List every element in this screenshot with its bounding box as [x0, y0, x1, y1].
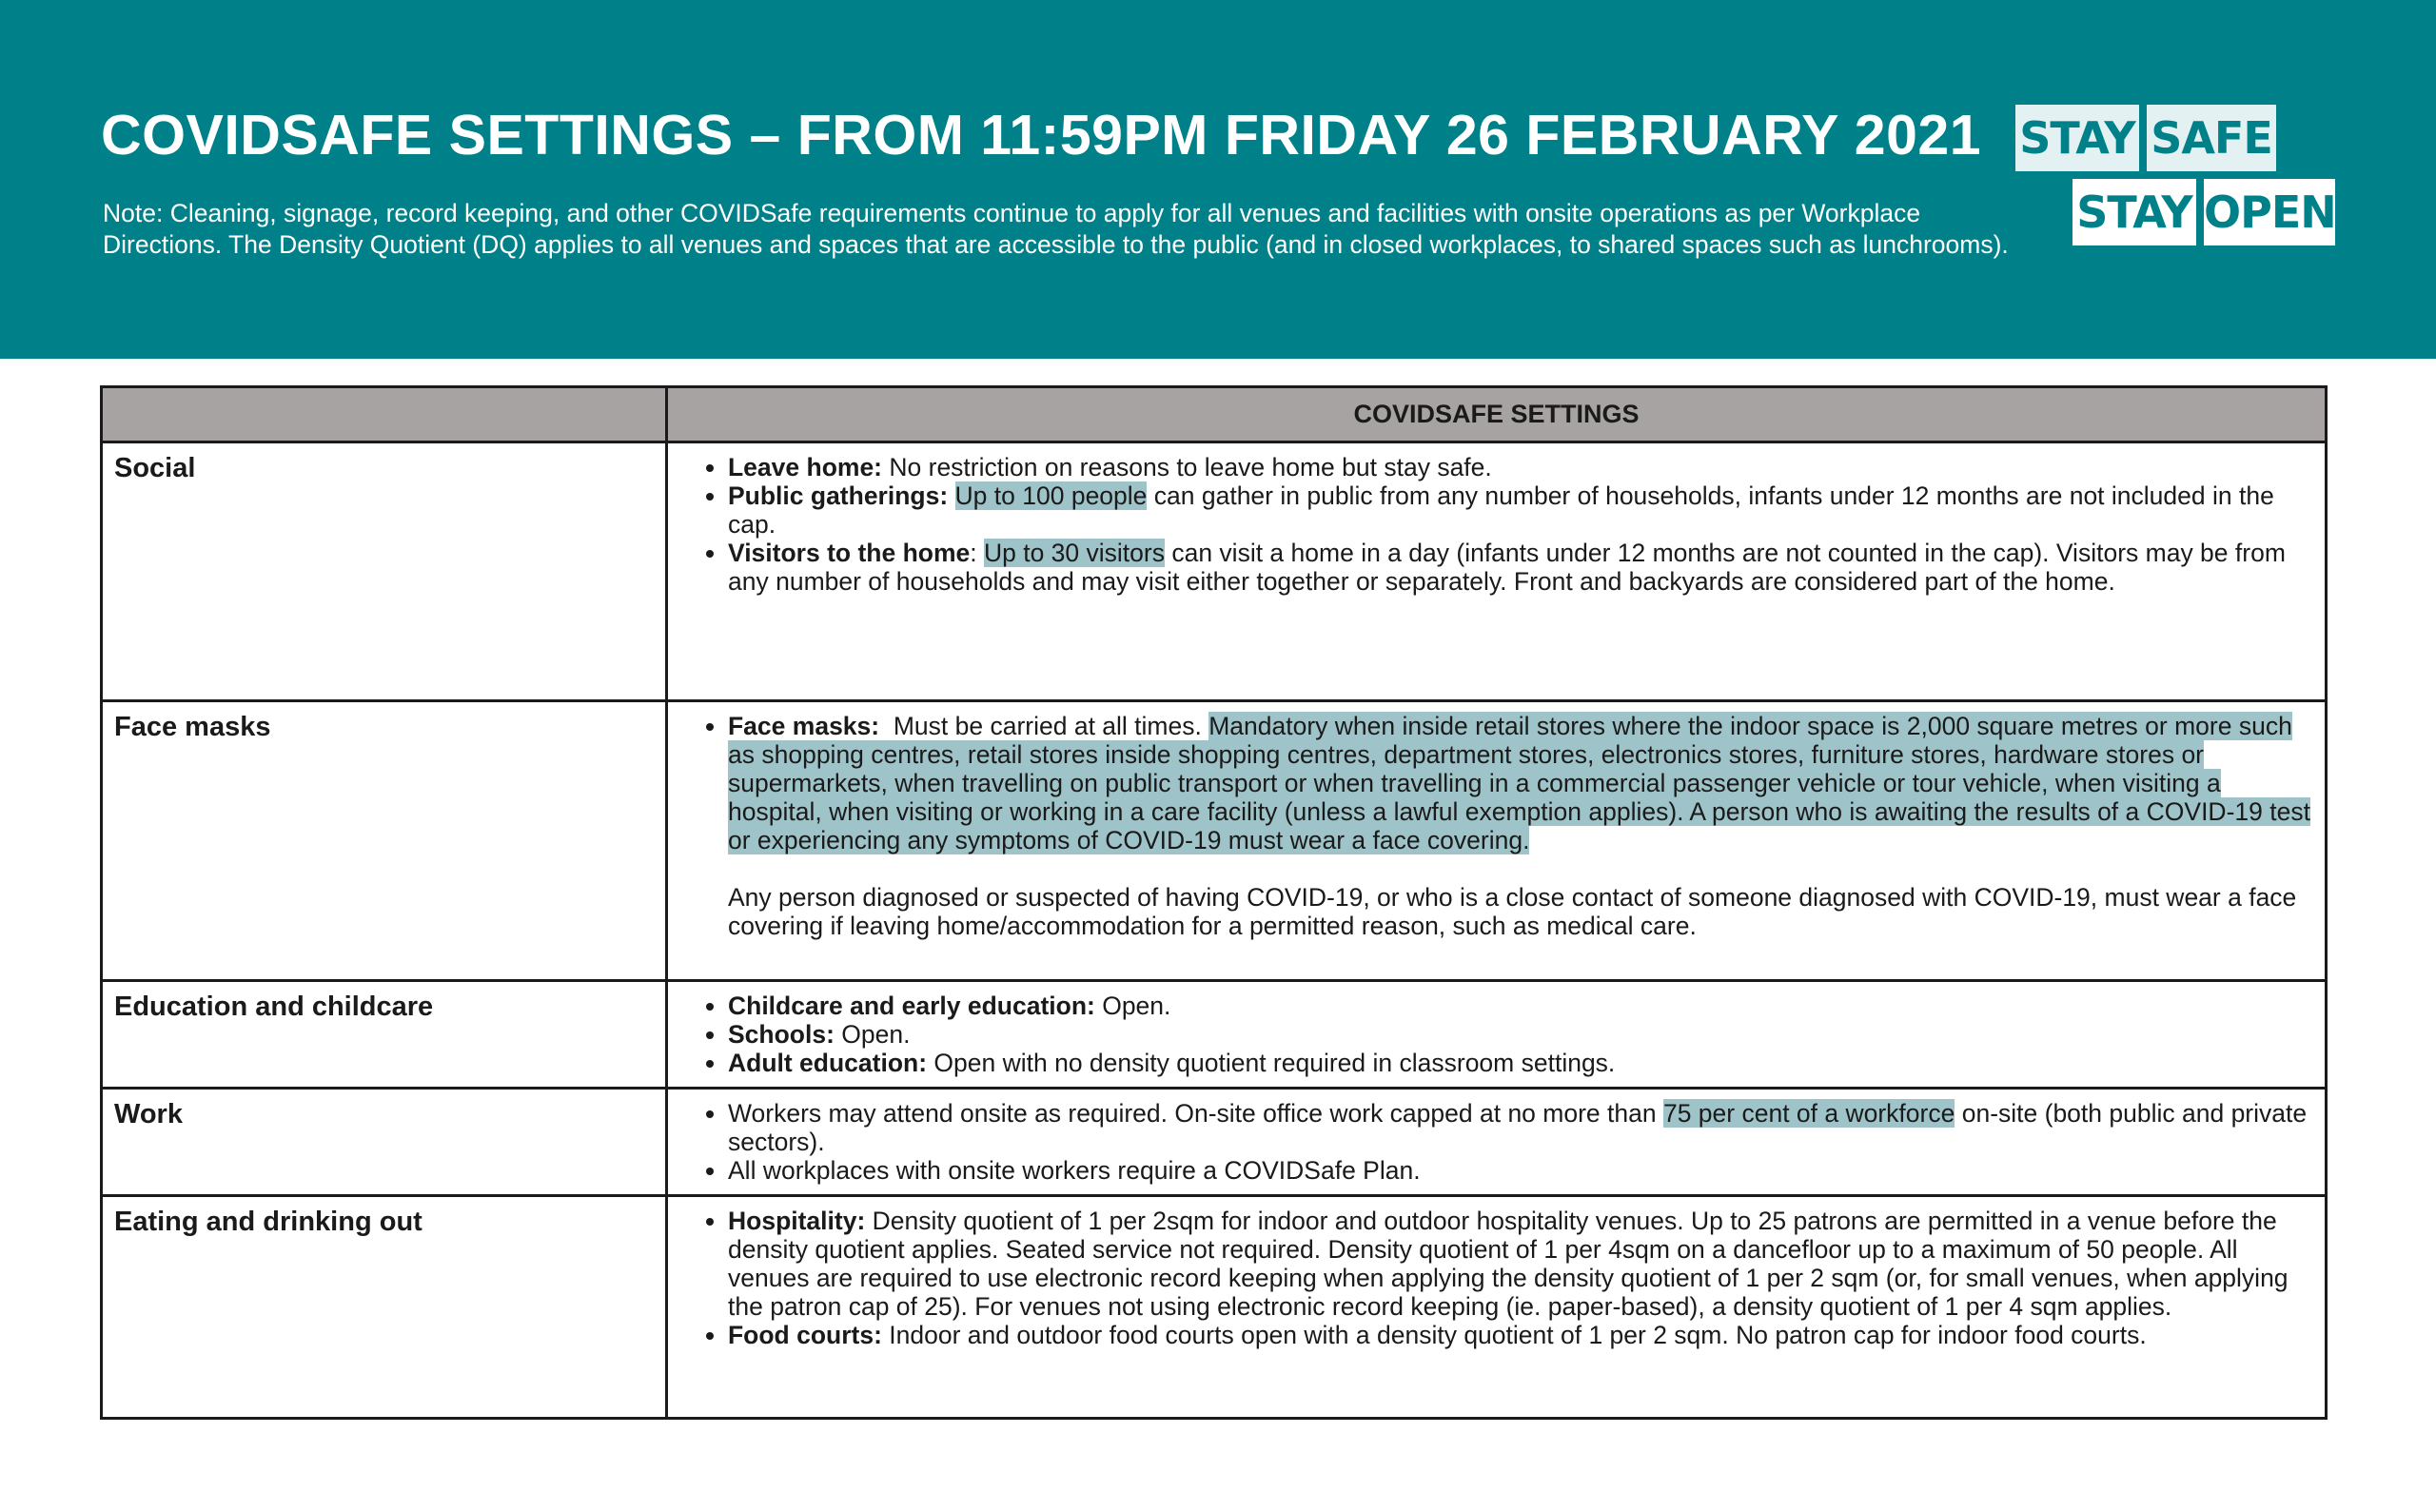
list-item: • All workplaces with onsite workers require a COVIDSafe Plan.	[728, 1156, 2313, 1185]
face-masks-paragraph: Any person diagnosed or suspected of having COVID-19, or who is a close contact of someone diagnosed with COVID-19, must wear a face covering if leaving home/accommodation for a permitted reason, such as medical care.	[728, 883, 2297, 940]
item-text: Density quotient of 1 per 2sqm for indoor and outdoor hospitality venues. Up to 25 patrons are permitted in a venue before the density quotient applies. Seated service not required. Density quotient of 1 per 4sqm on a dancefloor up to a maximum of 50 people. All venues are required to use electronic record keeping when applying the density quotient of 1 per 2 sqm (or, for small venues, when applying the patron cap of 25). For venues not using electronic record keeping (ie. paper-based), a density quotient of 1 per 4 sqm applies.	[728, 1207, 2289, 1321]
row-content-eating	[667, 1196, 2327, 1419]
item-heading: Schools:	[728, 1020, 835, 1049]
social-list	[679, 453, 2313, 596]
covidsafe-settings-table	[100, 385, 2328, 1420]
logo-stay-box: STAY	[2015, 105, 2139, 171]
list-item	[728, 539, 2313, 596]
item-text: No restriction on reasons to leave home but stay safe.	[882, 453, 1492, 481]
item-heading: Food courts:	[728, 1321, 882, 1349]
item-separator: :	[970, 539, 984, 567]
list-item	[728, 1321, 2313, 1349]
list-item	[728, 712, 2313, 854]
row-content-face-masks	[667, 701, 2327, 981]
item-text: Open with no density quotient required in classroom settings.	[927, 1049, 1616, 1077]
list-item	[728, 992, 2313, 1020]
item-heading: Leave home:	[728, 453, 883, 481]
list-item	[728, 1207, 2313, 1321]
item-heading: Adult education:	[728, 1049, 928, 1077]
list-item	[728, 481, 2313, 539]
item-heading: Face masks:	[728, 712, 880, 740]
item-text: Indoor and outdoor food courts open with a density quotient of 1 per 2 sqm. No patron cap for indoor food courts.	[881, 1321, 2147, 1349]
table-header-empty	[102, 387, 667, 442]
list-item	[728, 1020, 2313, 1049]
stay-safe-stay-open-logo	[2015, 105, 2335, 247]
list-item	[728, 1099, 2313, 1156]
highlighted-text: Up to 100 people	[954, 481, 1148, 510]
work-list	[679, 1099, 2313, 1185]
logo-stay-box-2: STAY	[2073, 179, 2196, 245]
item-text: Open.	[834, 1020, 911, 1049]
logo-safe-box: SAFE	[2147, 105, 2276, 171]
table-row-social	[102, 442, 2327, 701]
row-label-social: Social	[102, 442, 667, 701]
highlighted-text: Mandatory when inside retail stores where the indoor space is 2,000 square metres or more such as shopping centres, retail stores inside shopping centres, department stores, electronics stores, furniture stores, hardware stores or supermarkets, when travelling on public transport or when travelling in a commercial passenger vehicle or tour vehicle, when visiting a hospital, when visiting or working in a care facility (unless a lawful exemption applies). A person who is awaiting the results of a COVID-19 test or experiencing any symptoms of COVID-19 must wear a face covering.	[728, 712, 2310, 854]
item-heading: Hospitality:	[728, 1207, 866, 1235]
highlighted-text: 75 per cent of a workforce	[1662, 1099, 1955, 1128]
item-text: on-site (both public and private sectors).	[728, 1099, 2308, 1156]
eating-list	[679, 1207, 2313, 1349]
item-separator	[948, 481, 954, 510]
item-heading: Visitors to the home	[728, 539, 971, 567]
table-row-face-masks	[102, 701, 2327, 981]
item-text: Must be carried at all times.	[879, 712, 1209, 740]
item-text: Open.	[1094, 992, 1171, 1020]
row-content-social	[667, 442, 2327, 701]
row-label-education: Education and childcare	[102, 981, 667, 1089]
table-row-work	[102, 1089, 2327, 1196]
highlighted-text: Up to 30 visitors	[983, 539, 1165, 567]
table-row-education	[102, 981, 2327, 1089]
item-heading: Childcare and early education:	[728, 992, 1095, 1020]
item-text: Workers may attend onsite as required. On-site office work capped at no more than	[728, 1099, 1663, 1128]
table-header-row	[102, 387, 2327, 442]
row-label-face-masks: Face masks	[102, 701, 667, 981]
row-content-education	[667, 981, 2327, 1089]
page-title: COVIDSAFE SETTINGS – FROM 11:59PM FRIDAY 26 FEBRUARY 2021	[101, 104, 1982, 167]
education-list	[679, 992, 2313, 1077]
list-item	[728, 453, 2313, 481]
row-label-work: Work	[102, 1089, 667, 1196]
row-content-work	[667, 1089, 2327, 1196]
list-item	[728, 1049, 2313, 1077]
header-banner	[0, 0, 2436, 359]
logo-open-box: OPEN	[2204, 179, 2335, 245]
item-text: can visit a home in a day (infants under 12 months are not counted in the cap). Visitors may be from any number of households and may visit either together or separately. Front and backyards are considered part of the home.	[728, 539, 2286, 596]
row-label-eating: Eating and drinking out	[102, 1196, 667, 1419]
header-note: Note: Cleaning, signage, record keeping, and other COVIDSafe requirements continue to apply for all venues and facilities with onsite operations as per Workplace Directions. The Density Quotient (DQ) applies to all venues and spaces that are accessible to the public (and in closed workplaces, to shared spaces such as lunchrooms).	[103, 199, 2009, 259]
table-row-eating	[102, 1196, 2327, 1419]
item-heading: Public gatherings:	[728, 481, 949, 510]
table-header-settings: COVIDSAFE SETTINGS	[667, 387, 2327, 442]
face-masks-list	[679, 712, 2313, 854]
item-text: can gather in public from any number of households, infants under 12 months are not included in the cap.	[728, 481, 2274, 539]
